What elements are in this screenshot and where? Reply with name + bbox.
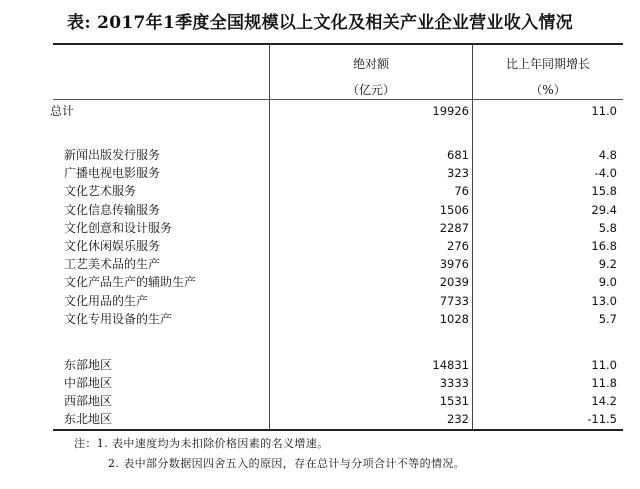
table-row — [53, 255, 623, 273]
header-bottom-rule — [53, 99, 623, 100]
row-amount: 14831 — [432, 358, 469, 372]
row-label: 广播电视电影服务 — [64, 166, 161, 180]
row-growth: 9.2 — [598, 257, 617, 271]
table-row — [53, 164, 623, 182]
table-top-rule — [53, 43, 623, 45]
row-label: 文化专用设备的生产 — [64, 312, 173, 326]
row-amount: 76 — [454, 184, 469, 198]
row-label: 文化休闲娱乐服务 — [64, 239, 161, 253]
row-amount: 1028 — [439, 312, 469, 326]
row-amount: 19926 — [432, 104, 469, 118]
row-amount: 3976 — [439, 257, 469, 271]
row-growth: -11.5 — [587, 412, 617, 426]
row-growth: 5.7 — [598, 312, 617, 326]
row-growth: 11.0 — [591, 358, 617, 372]
row-amount: 2039 — [439, 275, 469, 289]
row-growth: 29.4 — [591, 203, 617, 217]
row-growth: 15.8 — [591, 184, 617, 198]
header-growth: 比上年同期增长 — [505, 57, 590, 71]
note-1: 注：1. 表中速度均为未扣除价格因素的名义增速。 — [74, 437, 329, 450]
row-label: 文化产品生产的辅助生产 — [64, 275, 197, 289]
table-row — [53, 237, 623, 255]
row-label: 东北地区 — [64, 412, 113, 426]
table-title: 表: 2017年1季度全国规模以上文化及相关产业企业营业收入情况 — [67, 13, 573, 33]
table-row — [53, 146, 623, 164]
table-row — [53, 292, 623, 310]
table-bottom-rule — [53, 429, 623, 431]
row-label: 总计 — [50, 104, 75, 118]
row-amount: 276 — [447, 239, 469, 253]
row-amount: 1531 — [439, 394, 469, 408]
row-amount: 323 — [447, 166, 469, 180]
header-amount: 绝对额 — [352, 57, 389, 71]
table-row — [53, 392, 623, 410]
row-label: 文化信息传输服务 — [64, 203, 161, 217]
table-row-total — [50, 102, 623, 120]
row-amount: 2287 — [439, 221, 469, 235]
header-growth-unit: （%） — [530, 83, 566, 97]
row-growth: 4.8 — [598, 148, 617, 162]
table-row — [53, 182, 623, 200]
row-growth: 13.0 — [591, 294, 617, 308]
note-2: 2. 表中部分数据因四舍五入的原因，存在总计与分项合计不等的情况。 — [108, 457, 466, 470]
row-label: 东部地区 — [64, 358, 113, 372]
table-row — [53, 201, 623, 219]
row-label: 新闻出版发行服务 — [64, 148, 161, 162]
header-amount-unit: （亿元） — [346, 83, 395, 97]
row-growth: 9.0 — [598, 275, 617, 289]
row-label: 文化用品的生产 — [64, 294, 149, 308]
row-growth: 5.8 — [598, 221, 617, 235]
row-amount: 232 — [447, 412, 469, 426]
row-growth: 14.2 — [591, 394, 617, 408]
row-growth: 11.8 — [591, 376, 617, 390]
row-amount: 681 — [447, 148, 469, 162]
table-row — [53, 356, 623, 374]
table-row — [53, 374, 623, 392]
row-label: 文化创意和设计服务 — [64, 221, 173, 235]
row-amount: 1506 — [439, 203, 469, 217]
row-label: 西部地区 — [64, 394, 113, 408]
row-amount: 7733 — [439, 294, 469, 308]
row-label: 中部地区 — [64, 376, 113, 390]
row-amount: 3333 — [439, 376, 469, 390]
row-growth: -4.0 — [594, 166, 617, 180]
row-growth: 16.8 — [591, 239, 617, 253]
row-growth: 11.0 — [591, 104, 617, 118]
revenue-table — [50, 43, 623, 431]
table-row — [53, 310, 623, 328]
table-row — [53, 410, 623, 428]
row-label: 文化艺术服务 — [64, 184, 137, 198]
table-row — [53, 219, 623, 237]
table-row — [53, 273, 623, 291]
row-label: 工艺美术品的生产 — [64, 257, 161, 271]
